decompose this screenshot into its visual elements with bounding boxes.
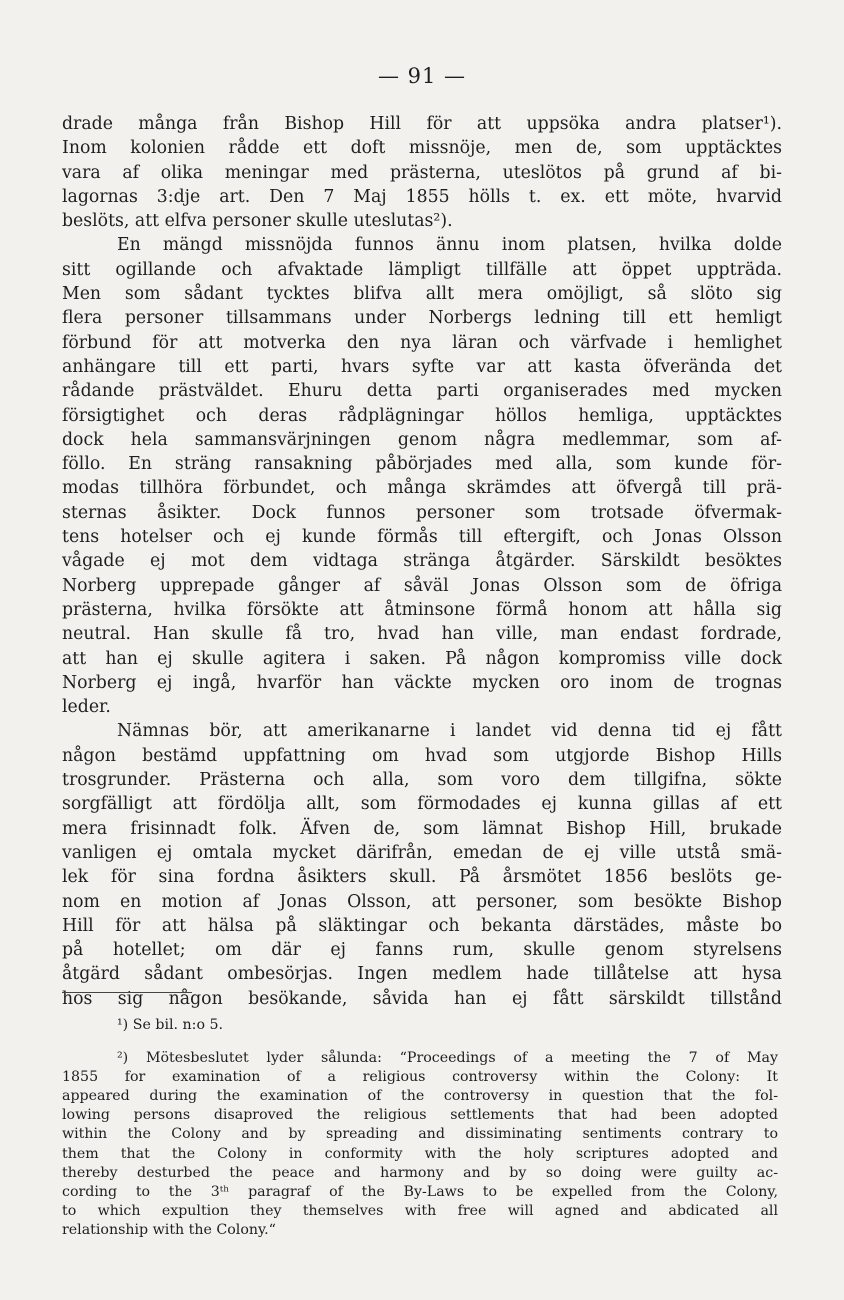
text-line: Norberg ej ingå, hvarför han väckte mycken oro inom de trognas — [62, 672, 782, 693]
text-line: lagornas 3:dje art. Den 7 Maj 1855 hölls t. ex. ett möte, hvarvid — [62, 186, 782, 207]
text-line: drade många från Bishop Hill för att uppsöka andra platser¹). — [62, 114, 782, 134]
footnote-line: thereby desturbed the peace and harmony and by so doing were guilty ac- — [62, 1164, 778, 1181]
main-text — [62, 112, 782, 1011]
text-line: trosgrunder. Prästerna och alla, som voro dem tillgifna, sökte — [62, 770, 782, 791]
text-line: föllo. En sträng ransakning påbörjades med alla, som kunde för- — [62, 454, 782, 475]
text-line: modas tillhöra förbundet, och många skrämdes att öfvergå till prä- — [62, 478, 782, 499]
text-line: sitt ogillande och afvaktade lämpligt tillfälle att öppet uppträda. — [62, 259, 782, 280]
text-line: anhängare till ett parti, hvars syfte var att kasta öfverända det — [62, 356, 782, 377]
text-line: åtgärd sådant ombesörjas. Ingen medlem hade tillåtelse att hysa — [62, 964, 782, 985]
text-line: Norberg upprepade gånger af såväl Jonas Olsson som de öfriga — [62, 575, 782, 596]
text-line: neutral. Han skulle få tro, hvad han ville, man endast fordrade, — [62, 624, 782, 645]
text-line: lek för sina fordna åsikters skull. På årsmötet 1856 beslöts ge- — [62, 867, 782, 888]
footnote-line: them that the Colony in conformity with the holy scriptures adopted and — [62, 1145, 778, 1162]
footnote-line: 1855 for examination of a religious controversy within the Colony: It — [62, 1069, 778, 1086]
text-line: på hotellet; om där ej fanns rum, skulle genom styrelsens — [62, 940, 782, 961]
page-number: — 91 — — [377, 64, 467, 88]
text-line: att han ej skulle agitera i saken. På någon kompromiss ville dock — [62, 648, 782, 669]
text-line: förbund för att motverka den nya läran och värfvade i hemlighet — [62, 332, 782, 353]
text-line: Hill för att hälsa på släktingar och bekanta därstädes, måste bo — [62, 915, 782, 936]
footnote-divider — [62, 992, 192, 993]
text-line: tens hotelser och ej kunde förmås till eftergift, och Jonas Olsson — [62, 527, 782, 548]
footnote-line: appeared during the examination of the controversy in question that the fol- — [62, 1088, 778, 1105]
footnote-line: within the Colony and by spreading and dissiminating sentiments contrary to — [62, 1126, 778, 1143]
footnote-line: to which expultion they themselves with free will agned and abdicated all — [62, 1202, 778, 1219]
text-line: leder. — [62, 697, 111, 718]
text-line: Nämnas bör, att amerikanarne i landet vid denna tid ej fått — [117, 721, 782, 742]
text-line: vågade ej mot dem vidtaga stränga åtgärder. Särskildt besöktes — [62, 551, 782, 572]
text-line: En mängd missnöjda funnos ännu inom platsen, hvilka dolde — [117, 235, 782, 256]
text-line: Inom kolonien rådde ett doft missnöje, men de, som upptäcktes — [62, 138, 782, 159]
footnote-line: ²) Mötesbeslutet lyder sålunda: “Proceedings of a meeting the 7 of May — [117, 1050, 778, 1067]
text-line: vara af olika meningar med prästerna, uteslötos på grund af bi- — [62, 162, 782, 183]
text-line: sorgfälligt att fördölja allt, som förmodades ej kunna gillas af ett — [62, 794, 782, 815]
text-line: hos sig någon besökande, såvida han ej fått särskildt tillstånd — [62, 988, 782, 1009]
footnote-line: ¹) Se bil. n:o 5. — [117, 1017, 224, 1033]
text-line: beslöts, att elfva personer skulle uteslutas²). — [62, 211, 453, 232]
text-line: vanligen ej omtala mycket därifrån, emedan de ej ville utstå smä- — [62, 842, 782, 863]
footnote-line: relationship with the Colony.“ — [62, 1221, 276, 1238]
text-line: dock hela sammansvärjningen genom några medlemmar, som af- — [62, 429, 782, 450]
text-line: flera personer tillsammans under Norbergs ledning till ett hemligt — [62, 308, 782, 329]
footnote-line: cording to the 3ᵗʰ paragraf of the By-Laws to be expelled from the Colony, — [62, 1183, 778, 1200]
text-line: nom en motion af Jonas Olsson, att personer, som besökte Bishop — [62, 891, 782, 912]
text-line: Men som sådant tycktes blifva allt mera omöjligt, så slöto sig — [62, 284, 782, 305]
text-line: försigtighet och deras rådplägningar höllos hemliga, upptäcktes — [62, 405, 782, 426]
text-line: rådande prästväldet. Ehuru detta parti organiserades med mycken — [62, 381, 782, 402]
text-line: prästerna, hvilka försökte att åtminsone förmå honom att hålla sig — [62, 599, 782, 620]
text-line: någon bestämd uppfattning om hvad som utgjorde Bishop Hills — [62, 745, 782, 766]
text-line: sternas åsikter. Dock funnos personer som trotsade öfvermak- — [62, 502, 782, 523]
footnote-line: lowing persons disaproved the religious settlements that had been adopted — [62, 1107, 778, 1124]
footnotes — [62, 1016, 778, 1240]
text-line: mera frisinnadt folk. Äfven de, som lämnat Bishop Hill, brukade — [62, 818, 782, 839]
